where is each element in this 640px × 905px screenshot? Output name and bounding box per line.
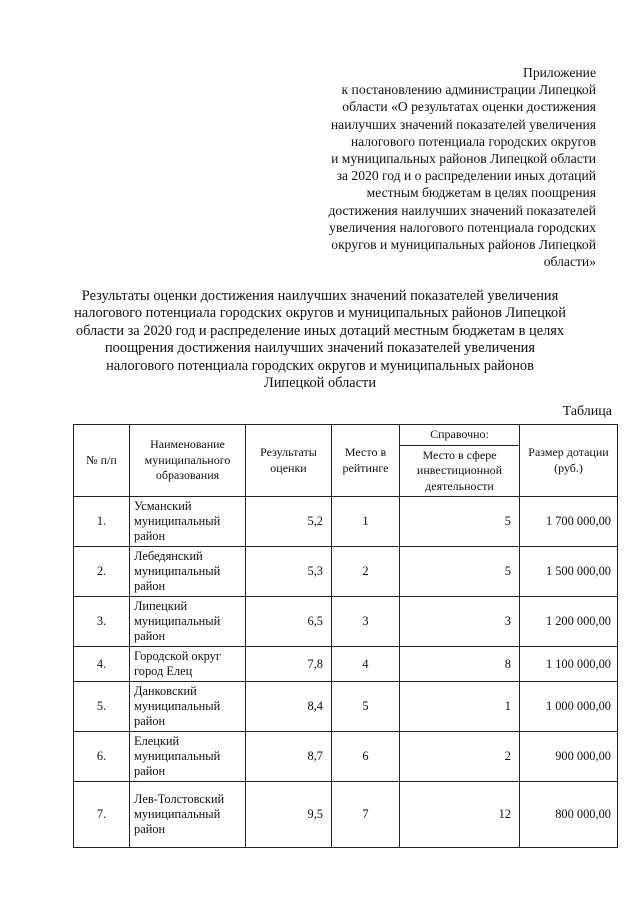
appendix-line: увеличения налогового потенциала городских xyxy=(329,219,596,235)
cell-subsidy: 800 000,00 xyxy=(520,782,618,848)
header-rank: Место в рейтинге xyxy=(332,425,400,497)
cell-investment: 5 xyxy=(400,497,520,547)
appendix-line: Приложение xyxy=(523,65,596,80)
title-line: Результаты оценки достижения наилучших значений показателей увеличения xyxy=(81,288,559,304)
cell-results: 7,8 xyxy=(246,647,332,682)
cell-results: 8,4 xyxy=(246,682,332,732)
title-line: налогового потенциала городских округов и муниципальных районов Липецкой xyxy=(74,305,566,322)
cell-investment: 3 xyxy=(400,597,520,647)
appendix-line: области «О результатах оценки достижения xyxy=(342,99,596,115)
cell-name: Елецкий муниципальный район xyxy=(130,732,246,782)
appendix-line: к постановлению администрации Липецкой xyxy=(341,82,596,98)
table-row xyxy=(74,547,618,597)
table-row xyxy=(74,732,618,782)
cell-name: Лев-Толстовский муниципальный район xyxy=(130,782,246,848)
cell-num: 1. xyxy=(74,497,130,547)
cell-rank: 1 xyxy=(332,497,400,547)
cell-num: 7. xyxy=(74,782,130,848)
cell-name: Лебедянский муниципальный район xyxy=(130,547,246,597)
cell-results: 6,5 xyxy=(246,597,332,647)
table-row xyxy=(74,782,618,848)
cell-investment: 8 xyxy=(400,647,520,682)
cell-name: Липецкий муниципальный район xyxy=(130,597,246,647)
cell-results: 5,2 xyxy=(246,497,332,547)
table-body xyxy=(74,497,618,848)
cell-num: 6. xyxy=(74,732,130,782)
cell-subsidy: 1 700 000,00 xyxy=(520,497,618,547)
cell-results: 5,3 xyxy=(246,547,332,597)
appendix-block xyxy=(250,64,596,270)
cell-investment: 5 xyxy=(400,547,520,597)
appendix-line: округов и муниципальных районов Липецкой xyxy=(331,237,596,253)
appendix-line: за 2020 год и о распределении иных дотаций xyxy=(336,168,596,184)
title-line: налогового потенциала городских округов и муниципальных районов xyxy=(106,357,534,374)
cell-name: Усманский муниципальный район xyxy=(130,497,246,547)
appendix-line: и муниципальных районов Липецкой области xyxy=(331,151,596,167)
table-row xyxy=(74,497,618,547)
table-row xyxy=(74,682,618,732)
appendix-line: наилучших значений показателей увеличения xyxy=(330,116,596,132)
cell-investment: 12 xyxy=(400,782,520,848)
cell-results: 8,7 xyxy=(246,732,332,782)
results-table xyxy=(73,424,618,848)
cell-subsidy: 1 200 000,00 xyxy=(520,597,618,647)
appendix-line: области» xyxy=(543,254,596,270)
cell-rank: 5 xyxy=(332,682,400,732)
table-row xyxy=(74,647,618,682)
cell-num: 2. xyxy=(74,547,130,597)
table-caption: Таблица xyxy=(562,404,612,419)
title-line: поощрения достижения наилучших значений показателей увеличения xyxy=(104,340,535,357)
appendix-line: местным бюджетам в целях поощрения xyxy=(366,185,596,201)
cell-rank: 4 xyxy=(332,647,400,682)
cell-subsidy: 1 100 000,00 xyxy=(520,647,618,682)
appendix-line: достижения наилучших значений показателей xyxy=(328,202,596,218)
cell-subsidy: 1 500 000,00 xyxy=(520,547,618,597)
cell-num: 5. xyxy=(74,682,130,732)
cell-investment: 2 xyxy=(400,732,520,782)
header-subsidy: Размер дотации (руб.) xyxy=(520,425,618,497)
document-title xyxy=(60,288,580,392)
appendix-line: налогового потенциала городских округов xyxy=(350,133,596,149)
cell-rank: 3 xyxy=(332,597,400,647)
cell-rank: 6 xyxy=(332,732,400,782)
header-investment: Место в сфере инвестиционной деятельности xyxy=(400,445,520,497)
header-results: Результаты оценки xyxy=(246,425,332,497)
cell-subsidy: 900 000,00 xyxy=(520,732,618,782)
cell-num: 4. xyxy=(74,647,130,682)
table-row xyxy=(74,597,618,647)
cell-name: Городской округ город Елец xyxy=(130,647,246,682)
cell-subsidy: 1 000 000,00 xyxy=(520,682,618,732)
cell-results: 9,5 xyxy=(246,782,332,848)
header-reference: Справочно: xyxy=(400,425,520,446)
cell-rank: 2 xyxy=(332,547,400,597)
cell-name: Данковский муниципальный район xyxy=(130,682,246,732)
title-line: Липецкой области xyxy=(263,375,377,392)
cell-rank: 7 xyxy=(332,782,400,848)
cell-investment: 1 xyxy=(400,682,520,732)
header-num: № п/п xyxy=(74,425,130,497)
header-name: Наименование муниципального образования xyxy=(130,425,246,497)
cell-num: 3. xyxy=(74,597,130,647)
title-line: области за 2020 год и распределение иных дотаций местным бюджетам в целях xyxy=(75,322,565,339)
